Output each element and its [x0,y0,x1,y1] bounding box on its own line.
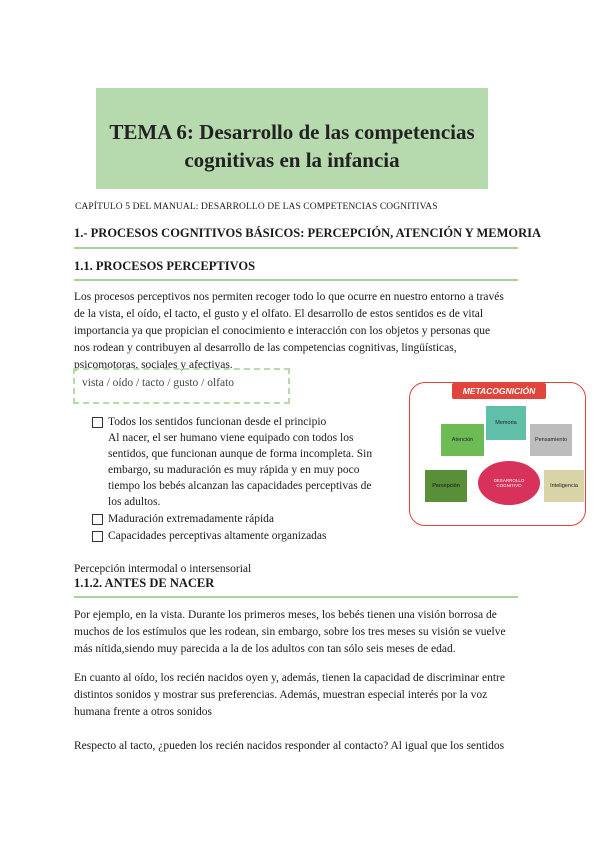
hearing-paragraph [74,670,544,721]
divider [74,596,518,598]
divider [74,247,518,249]
diagram-tag: METACOGNICIÓN [452,383,546,399]
node-memoria: Memoria [486,406,526,440]
touch-paragraph: Respecto al tacto, ¿pueden los recién nacidos responder al contacto? Al igual que los sentidos [74,740,505,752]
node-inteligencia: Inteligencia [544,470,584,502]
node-percepcion: Percepción [425,470,467,502]
paragraph-line: de la vista, el oído, el tacto, el gusto y el olfato. El desarrollo de estos sentidos es de vital [74,308,484,320]
intro-paragraph [74,289,544,374]
paragraph-line: Los procesos perceptivos nos permiten recoger todo lo que ocurre en nuestro entorno a través [74,291,504,303]
list-item-label: Todos los sentidos funcionan desde el principio [108,416,327,428]
list-item-text: sentidos, que funcionan aunque de forma incompleta. Sin [108,448,373,460]
list-item-text: Al nacer, el ser humano viene equipado con todos los [108,432,354,444]
perception-line: Percepción intermodal o intersensorial [74,563,252,575]
node-center: DESARROLLO COGNITIVO [478,461,540,505]
list-item-text: tiempo los bebés alcanzan las capacidades perceptivas de [108,480,372,492]
paragraph-line: humana frente a otros sonidos [74,706,212,718]
title-banner [96,88,488,189]
checkbox[interactable] [92,417,103,428]
paragraph-line: Por ejemplo, en la vista. Durante los primeros meses, los bebés tienen una visión borrosa de [74,609,497,621]
senses-list: vista / oído / tacto / gusto / olfato [82,377,235,389]
paragraph-line: psicomotoras, sociales y afectivas. [74,359,233,371]
node-pensamiento: Pensamiento [530,424,572,456]
checkbox[interactable] [92,514,103,525]
title-line-2: cognitivas en la infancia [184,148,400,172]
list-item-label: Maduración extremadamente rápida [108,513,275,525]
paragraph-line: importancia ya que propician el conocimiento e interacción con los objetos y personas que [74,325,491,337]
vision-paragraph [74,607,544,658]
list-item-label: Capacidades perceptivas altamente organizadas [108,530,327,542]
section-heading-1: 1.- PROCESOS COGNITIVOS BÁSICOS: PERCEPCIÓN, ATENCIÓN Y MEMORIA [74,226,542,240]
section-heading-1-1-2: 1.1.2. ANTES DE NACER [74,576,215,590]
list-item-text: embargo, su maduración es muy rápida y en muy poco [108,464,360,476]
paragraph-line: distintos sonidos y mostrar sus preferencias. Además, muestran especial interés por la voz [74,689,488,701]
paragraph-line: muchos de los estímulos que les rodean, sin embargo, sobre los tres meses su visión se vuelve [74,626,506,638]
section-heading-1-1: 1.1. PROCESOS PERCEPTIVOS [74,259,256,273]
senses-box [73,368,290,404]
checklist [92,414,402,544]
list-item [92,414,402,510]
list-item [92,511,402,527]
checkbox[interactable] [92,531,103,542]
node-atencion: Atención [441,424,484,456]
paragraph-line: En cuanto al oído, los recién nacidos oyen y, además, tienen la capacidad de discriminar entre [74,672,505,684]
list-item-text: los adultos. [108,496,161,508]
paragraph-line: nos rodean y contribuyen al desarrollo de las competencias cognitivas, lingüísticas, [74,342,457,354]
title-line-1: TEMA 6: Desarrollo de las competencias [109,120,475,144]
divider [74,279,518,281]
list-item [92,528,402,544]
page-title [96,118,488,174]
chapter-reference: CAPÍTULO 5 DEL MANUAL: DESARROLLO DE LAS COMPETENCIAS COGNITIVAS [75,202,438,212]
paragraph-line: más nítida,siendo muy parecida a la de los adultos con tan sólo seis meses de edad. [74,643,456,655]
